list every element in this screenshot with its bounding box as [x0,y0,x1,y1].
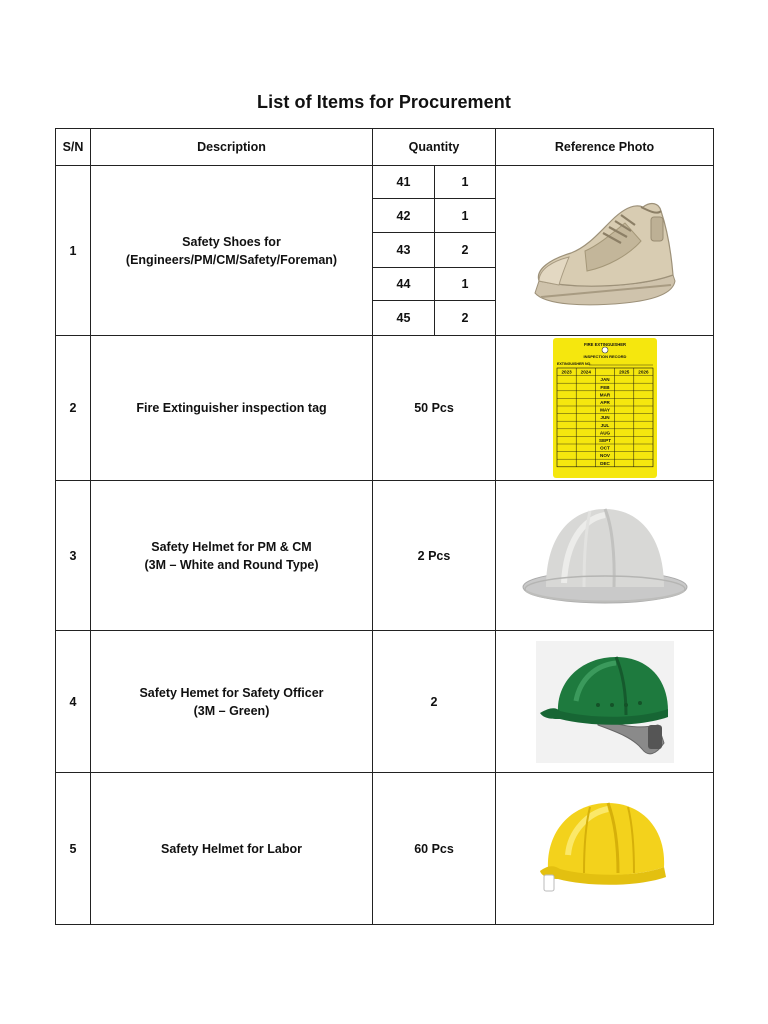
procurement-table [55,128,714,925]
header-quantity: Quantity [373,129,496,166]
description-line: (3M – Green) [193,703,270,718]
row-description [91,336,373,481]
tag-month-label: JUL [600,422,609,428]
tag-month-label: MAY [599,407,610,413]
safety-shoe-icon [525,181,685,321]
tag-month-label: MAR [599,392,610,398]
table-row [56,773,714,925]
shoe-qty-cell: 2 [435,233,496,268]
description-line: (Engineers/PM/CM/Safety/Foreman) [125,252,338,267]
description-line: Fire Extinguisher inspection tag [136,401,327,415]
page-title: List of Items for Procurement [257,92,511,112]
white-helmet-icon [520,495,690,617]
tag-month-label: DEC [599,460,610,466]
tag-subheading: INSPECTION RECORD [583,354,626,359]
tag-year-label: 2023 [560,369,572,375]
shoe-qty-cell: 1 [435,268,496,301]
table-row [56,336,714,481]
table-header-row [56,129,714,166]
table-row [56,481,714,631]
shoe-size-cell: 43 [373,233,435,268]
tag-month-label: SEPT [598,438,611,443]
photo-cell [496,481,714,631]
row-sn: 5 [56,773,91,925]
row-quantity: 2 [373,631,496,773]
row-sn: 1 [56,166,91,336]
description-line: Safety Helmet for PM & CM [151,539,312,554]
description-line: Safety Hemet for Safety Officer [139,685,324,700]
shoe-size-cell: 45 [373,301,435,336]
tag-year-label: 2025 [618,369,629,375]
description-line: Safety Shoes for [182,234,281,249]
yellow-helmet-icon [538,797,672,901]
tag-month-label: FEB [599,384,610,390]
tag-year-label: 2024 [580,369,591,375]
row-quantity: 60 Pcs [373,773,496,925]
inspection-tag-icon [553,338,657,478]
tag-month-label: APR [599,400,610,405]
description-line: (3M – White and Round Type) [144,557,319,572]
table-row [56,166,714,199]
row-description [91,631,373,773]
header-sn: S/N [56,129,91,166]
row-sn: 4 [56,631,91,773]
shoe-qty-cell: 1 [435,199,496,233]
shoe-qty-cell: 1 [435,166,496,199]
photo-cell [496,773,714,925]
shoe-size-cell: 44 [373,268,435,301]
header-description: Description [91,129,373,166]
tag-month-label: JUN [599,415,610,421]
tag-heading: FIRE EXTINGUISHER [583,342,626,347]
tag-field: EXTINGUISHER NO. [556,362,591,366]
row-description [91,166,373,336]
tag-month-label: OCT [599,445,610,451]
tag-month-label: AUG [599,430,610,436]
photo-cell [496,336,714,481]
tag-month-label: JAN [599,377,610,383]
header-reference-photo: Reference Photo [496,129,714,166]
green-helmet-icon [536,641,674,763]
tag-month-label: NOV [599,453,610,459]
shoe-qty-cell: 2 [435,301,496,336]
row-quantity: 2 Pcs [373,481,496,631]
row-quantity: 50 Pcs [373,336,496,481]
row-sn: 2 [56,336,91,481]
photo-cell [496,631,714,773]
table-row [56,631,714,773]
row-description [91,481,373,631]
shoe-size-cell: 42 [373,199,435,233]
row-description [91,773,373,925]
photo-cell [496,166,714,336]
tag-year-label: 2026 [637,369,649,375]
description-line: Safety Helmet for Labor [160,841,302,856]
shoe-size-cell: 41 [373,166,435,199]
row-sn: 3 [56,481,91,631]
